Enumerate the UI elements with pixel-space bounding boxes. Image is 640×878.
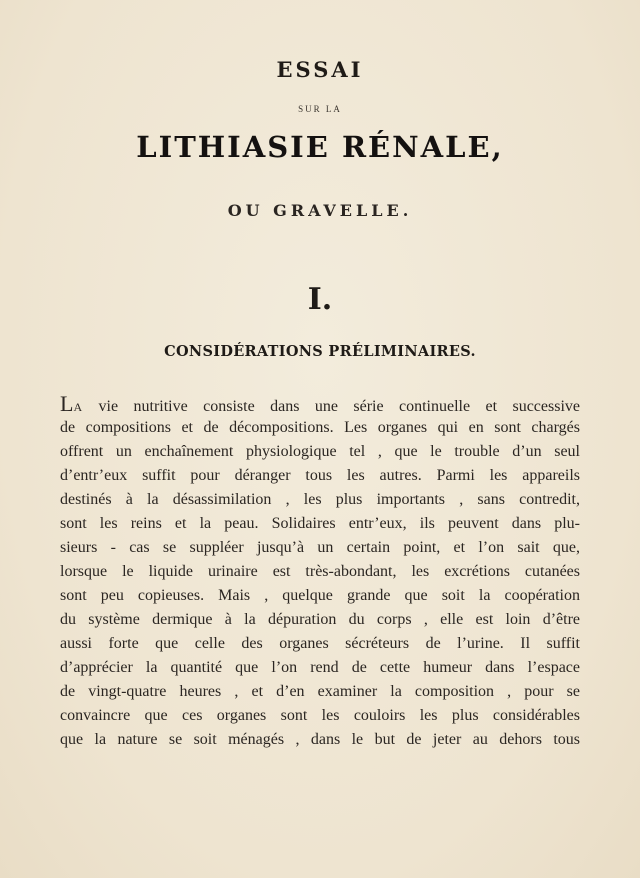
body-line: de vingt-quatre heures , et d’en examiner la composition , pour se xyxy=(60,683,580,700)
body-line: du système dermique à la dépuration du corps , elle est loin d’être xyxy=(60,611,580,628)
body-line: de compositions et de décompositions. Les organes qui en sont chargés xyxy=(60,419,580,436)
section-number: I. xyxy=(307,282,333,317)
body-first-line xyxy=(60,393,580,416)
body-line: sont les reins et la peau. Solidaires entr’eux, ils peuvent dans plu- xyxy=(60,515,580,532)
body-line: offrent un enchaînement physiologique tel , que le trouble d’un seul xyxy=(60,443,580,460)
body-line: d’apprécier la quantité que l’on rend de cette humeur dans l’espace xyxy=(60,659,580,676)
title-sur-la: SUR LA xyxy=(298,104,342,114)
title-subtitle: OU GRAVELLE. xyxy=(227,201,413,220)
body-line: convaincre que ces organes sont les couloirs les plus considérables xyxy=(60,707,580,724)
body-line: lorsque le liquide urinaire est très-abondant, les excrétions cutanées xyxy=(60,563,580,580)
body-line: destinés à la désassimilation , les plus importants , sans contredit, xyxy=(60,491,580,508)
body-line: d’entr’eux suffit pour déranger tous les autres. Parmi les appareils xyxy=(60,467,580,484)
drop-cap: L xyxy=(60,391,74,416)
title-main: LITHIASIE RÉNALE, xyxy=(136,130,504,164)
body-line: que la nature se soit ménagés , dans le but de jeter au dehors tous xyxy=(60,731,580,748)
title-essai: ESSAI xyxy=(276,57,364,82)
first-line-text: vie nutritive consiste dans une série continuelle et successive xyxy=(83,398,580,415)
small-caps: A xyxy=(73,400,84,414)
body-line: aussi forte que celle des organes sécréteurs de l’urine. Il suffit xyxy=(60,635,580,652)
body-line: sieurs - cas se suppléer jusqu’à un certain point, et l’on sait que, xyxy=(60,539,580,556)
section-heading: CONSIDÉRATIONS PRÉLIMINAIRES. xyxy=(164,343,476,360)
body-line: sont peu copieuses. Mais , quelque grande que soit la coopération xyxy=(60,587,580,604)
